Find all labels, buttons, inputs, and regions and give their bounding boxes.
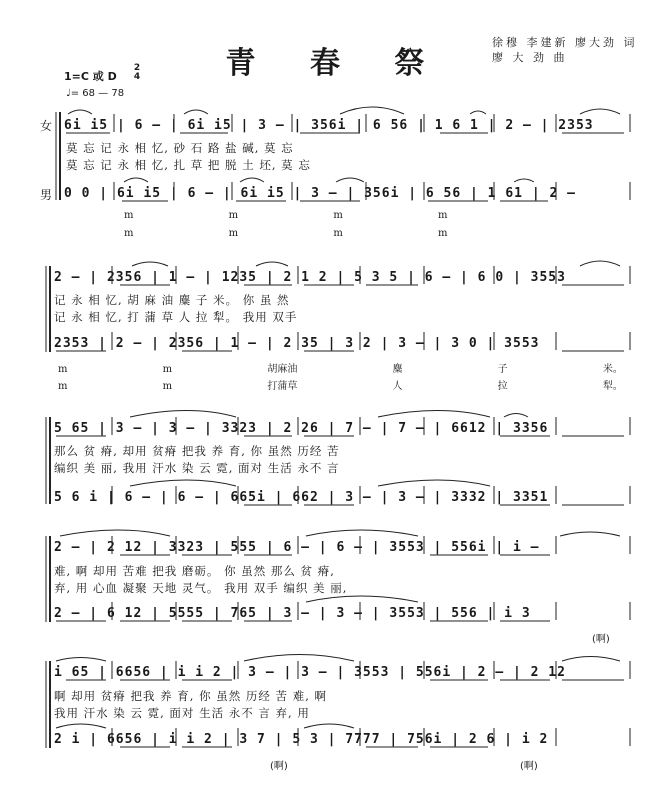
song-title: 青 春 祭 [225,46,447,81]
lyric-verse-1: 记 永 相 忆, 胡 麻 油 麋 子 米。 你 虽 然 [54,293,290,307]
lyric-verse-2: 我用 汗水 染 云 霓, 面对 生活 永不 言 弃, 用 [54,706,310,720]
tempo-marking: ♩= 68 — 78 [66,88,125,99]
female-notes: 5 65 | 3 – | 3 – | 3323 | 2 26 | 7 – | 7 – | 6612 | 3356 [54,421,549,436]
male-notes: 2 – | 6 12 | 5555 | 765 | 3 – | 3 – | 3553 | 556 | i 3 [54,606,531,621]
barlines [114,114,630,132]
slurs [124,178,534,182]
male-notes: 2353 | 2 – | 2356 | 1 – | 2 35 | 3 2 | 3 – | 3 0 | 3553 [54,336,540,351]
male-notes: 2 i | 6656 | i i 2 | 3 7 | 5 3 | 7777 | 756i | 2 6 | i 2 [54,732,549,747]
lyric-verse-1: 啊 却用 贫瘠 把我 养 育, 你 虽然 历经 苦 难, 啊 [54,689,328,703]
female-notes: 2 – | 2356 | 1 – | 1235 | 2 1 2 | 5 3 5 | 6 – | 6 0 | 3553 [54,270,566,285]
lyric-verse-1: 那么 贫 瘠, 却用 贫瘠 把我 养 育, 你 虽然 历经 苦 [54,444,340,458]
ah-syllable-left: (啊) [270,761,288,772]
lyric-verse-2: 莫 忘 记 永 相 忆, 扎 草 把 脱 土 坯, 莫 忘 [66,158,311,172]
slurs [68,107,620,114]
lyric-verse-2: 编织 美 丽, 我用 汗水 染 云 霓, 面对 生活 永不 言 [54,461,340,475]
female-notes: i 65 | 6656 | i i 2 | 3 – | 3 – | 3553 | 556i | 2 – | 2 12 [54,665,566,680]
composer-credit: 廖 大 劲 曲 [492,51,568,64]
lyricist-credit: 徐穆 李建新 廖大劲 词 [492,36,638,49]
lyric-verse-1: 莫 忘 记 永 相 忆, 砂 石 路 盐 碱, 莫 忘 [66,141,294,155]
barlines [114,182,630,200]
hum-line-2: m m m m [124,228,448,239]
key-signature: 1=C 或 D [64,70,117,83]
ah-syllable-right: (啊) [520,761,538,772]
hum-line-2: m m 打蒲草 人 拉 犁。 [58,381,623,392]
lyric-verse-1: 难, 啊 却用 苦难 把我 磨砺。 你 虽然 那么 贫 瘠, [54,564,335,578]
lyric-verse-2: 记 永 相 忆, 打 蒲 草 人 拉 犁。 我用 双手 [54,310,298,324]
female-notes: 6i i5 | 6 – | 6i i5 | 3 – | 356i | 6 56 | 1 6 1 | 2 – | 2353 [64,118,594,133]
lyric-verse-2: 弃, 用 心血 凝聚 天地 灵气。 我用 双手 编织 美 丽, [54,581,348,595]
female-notes: 2 – | 2 12 | 3323 | 555 | 6 – | 6 – | 3553 | 556i | i – [54,540,540,555]
time-signature-bottom: 4 [133,72,141,82]
hum-line-1: m m m m [124,210,448,221]
male-notes: 5 6 i | 6 – | 6 – | 665i | 662 | 3 – | 3 – | 3332 | 3351 [54,490,549,505]
female-part-label: 女 [40,119,53,133]
male-notes: 0 0 | 6i i5 | 6 – | 6i i5 | 3 – | 356i | 6 56 | 1 61 | 2 – [64,186,576,201]
male-part-label: 男 [40,188,53,202]
ah-syllable: (啊) [592,634,610,645]
hum-line-1: m m 胡麻油 麋 子 米。 [58,364,623,375]
time-signature-top: 2 [133,63,141,73]
